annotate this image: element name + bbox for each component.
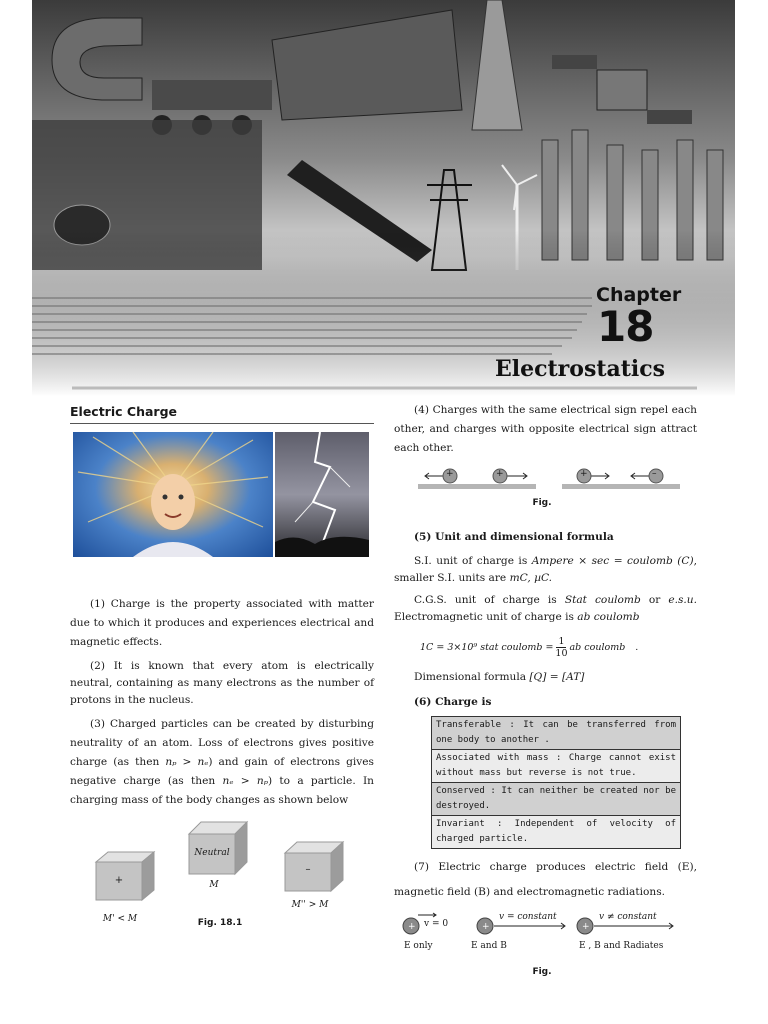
svg-text:+: + bbox=[408, 922, 416, 932]
paragraph-4: (4) Charges with the same electrical sign repel each other, and charges with opposite electrical sign attract each other. bbox=[394, 404, 697, 454]
unit-equation: 1C = 3×10⁹ stat coulomb = $\frac{1}{10}$ ab coulomb . bbox=[420, 635, 639, 659]
figure-caption: Fig. bbox=[532, 967, 552, 977]
mass-label-neutral: M bbox=[209, 880, 219, 890]
dimensional-formula: Dimensional formula [Q] = [AT] bbox=[414, 671, 585, 683]
wind-turbine-shape bbox=[502, 165, 537, 210]
static-hair-photo bbox=[73, 432, 369, 557]
svg-text:+: + bbox=[582, 922, 590, 932]
paragraph-1: (1) Charge is the property associated with matter due to which it produces and experiences electrical and magnetic effects. bbox=[70, 598, 374, 648]
field-figure bbox=[394, 907, 697, 967]
rocket-shape bbox=[472, 0, 522, 130]
si-unit-text: S.I. unit of charge is Ampere × sec = coulomb (C), smaller S.I. units are mC, µC. bbox=[394, 555, 697, 584]
chapter-title: Electrostatics bbox=[495, 356, 666, 382]
table-cell: Conserved : It can neither be created nor be destroyed. bbox=[432, 783, 681, 816]
negative-box-label: – bbox=[305, 864, 311, 875]
paragraph-2: (2) It is known that every atom is electrically neutral, containing as many electrons as the number of protons in the nucleus. bbox=[70, 660, 374, 706]
e-only-label: E only bbox=[404, 941, 433, 951]
chapter-number: 18 bbox=[597, 302, 654, 351]
charge-sign: – bbox=[652, 469, 657, 479]
table-row bbox=[432, 783, 681, 816]
table-cell: Invariant : Independent of velocity of charged particle. bbox=[432, 816, 681, 849]
mass-label-negative: M'' > M bbox=[291, 900, 329, 910]
figure-18-1-caption: Fig. 18.1 bbox=[197, 918, 243, 928]
charge-sign: + bbox=[580, 469, 588, 479]
svg-text:+: + bbox=[482, 922, 490, 932]
e-and-b-label: E and B bbox=[471, 941, 507, 951]
section-heading: Electric Charge bbox=[70, 404, 374, 424]
mass-label-positive: M' < M bbox=[102, 914, 138, 924]
radiates-label: E , B and Radiates bbox=[579, 941, 664, 951]
train-shape bbox=[272, 10, 462, 120]
table-cell: Associated with mass : Charge cannot exist without mass but reverse is not true. bbox=[432, 750, 681, 783]
charge-properties-table bbox=[431, 716, 681, 849]
chapter-label: Chapter bbox=[596, 284, 682, 306]
lightning-image bbox=[275, 432, 369, 557]
charge-sign: + bbox=[496, 469, 504, 479]
table-row bbox=[432, 717, 681, 750]
girl-static-hair-image bbox=[73, 432, 273, 557]
paragraph-3: (3) Charged particles can be created by disturbing neutrality of an atom. Loss of electrons gives positive charge (as then nₚ > nₑ) and gain of electrons gives negative charge (as then nₑ > nₚ) to a particle. In charging mass of the body changes as shown below bbox=[70, 718, 374, 806]
figure-18-1 bbox=[70, 820, 374, 930]
table-cell: Transferable : It can be transferred from one body to another . bbox=[432, 717, 681, 750]
table-row bbox=[432, 750, 681, 783]
paragraph-5-heading: (5) Unit and dimensional formula bbox=[414, 531, 614, 543]
cgs-unit-text: C.G.S. unit of charge is Stat coulomb or e.s.u. Electromagnetic unit of charge is ab coulomb bbox=[394, 594, 697, 623]
right-column bbox=[394, 400, 697, 977]
satellite-shape bbox=[597, 70, 647, 110]
charge-sign: + bbox=[446, 469, 454, 479]
paragraph-6-heading: (6) Charge is bbox=[414, 696, 492, 708]
velocity-zero-label: v = 0 bbox=[424, 919, 449, 929]
positive-box-label: + bbox=[114, 875, 124, 886]
paragraph-7: (7) Electric charge produces electric field (E), magnetic field (B) and electromagnetic radiations. bbox=[394, 861, 697, 898]
velocity-varying-label: v ≠ constant bbox=[599, 912, 657, 922]
left-column bbox=[70, 400, 374, 930]
charge-interaction-figure bbox=[394, 466, 697, 514]
magnet-shape bbox=[52, 18, 142, 100]
neutral-box-label: Neutral bbox=[194, 848, 230, 858]
rover-shape bbox=[152, 80, 272, 110]
table-row bbox=[432, 816, 681, 849]
figure-caption: Fig. bbox=[532, 498, 552, 508]
velocity-constant-label: v = constant bbox=[499, 912, 557, 922]
